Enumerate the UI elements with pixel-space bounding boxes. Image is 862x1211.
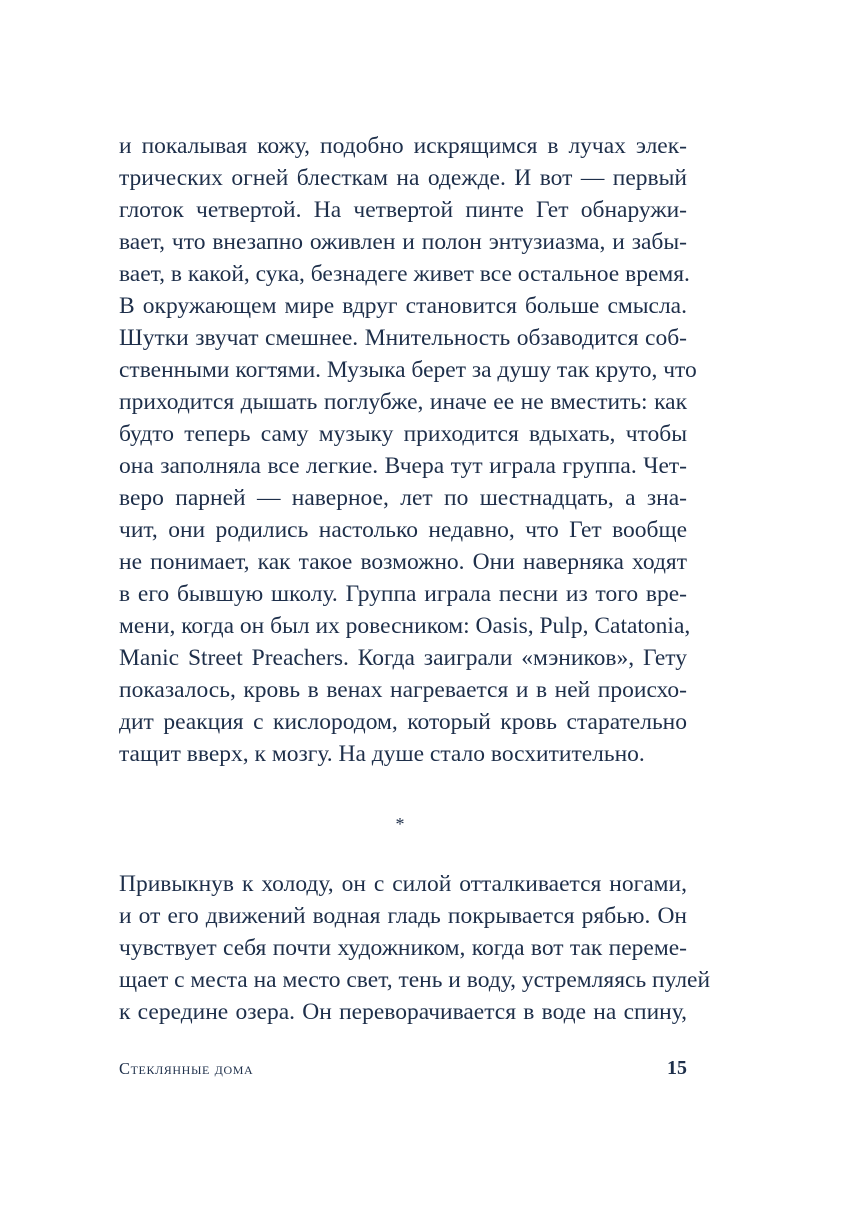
text-line: глоток четвертой. На четвертой пинте Гет обнаружи- <box>119 197 687 223</box>
text-line: щает с места на место свет, тень и воду, устремляясь пулей <box>119 967 711 993</box>
text-line: Шутки звучат смешнее. Мнительность обзаводится соб- <box>119 325 687 351</box>
text-line: вает, в какой, сука, безнадеге живет все остальное время. <box>119 261 690 287</box>
section-separator: * <box>395 814 405 834</box>
running-title: Стеклянные дома <box>119 1059 254 1078</box>
text-line: Привыкнув к холоду, он с силой отталкивается ногами, <box>119 871 687 897</box>
text-line: вает, что внезапно оживлен и полон энтузиазма, и забы- <box>119 229 687 255</box>
text-line: тащит вверх, к мозгу. На душе стало восхитительно. <box>119 741 645 767</box>
text-line: Manic Street Preachers. Когда заиграли «мэников», Гету <box>119 645 687 671</box>
text-line: и от его движений водная гладь покрывается рябью. Он <box>119 903 687 929</box>
text-line: к середине озера. Он переворачивается в воде на спину, <box>119 999 687 1025</box>
text-line: не понимает, как такое возможно. Они наверняка ходят <box>119 549 687 575</box>
page-number: 15 <box>667 1057 687 1079</box>
text-line: В окружающем мире вдруг становится больше смысла. <box>119 293 687 319</box>
text-line: мени, когда он был их ровесником: Oasis, Pulp, Catatonia, <box>119 613 691 639</box>
text-line: показалось, кровь в венах нагревается и в ней происхо- <box>119 677 687 703</box>
text-line: приходится дышать поглубже, иначе ее не вместить: как <box>119 389 687 415</box>
text-line: в его бывшую школу. Группа играла песни из того вре- <box>119 581 687 607</box>
text-line: веро парней — наверное, лет по шестнадцать, а зна- <box>119 485 687 511</box>
text-line: и покалывая кожу, подобно искрящимся в лучах элек- <box>119 133 687 159</box>
text-line: чит, они родились настолько недавно, что Гет вообще <box>119 517 687 543</box>
text-line: трических огней блесткам на одежде. И вот — первый <box>119 165 687 191</box>
text-line: ственными когтями. Музыка берет за душу так круто, что <box>119 357 697 383</box>
text-line: чувствует себя почти художником, когда вот так переме- <box>119 935 687 961</box>
text-line: дит реакция с кислородом, который кровь старательно <box>119 709 687 735</box>
text-line: будто теперь саму музыку приходится вдыхать, чтобы <box>119 421 687 447</box>
text-line: она заполняла все легкие. Вчера тут играла группа. Чет- <box>119 453 687 479</box>
